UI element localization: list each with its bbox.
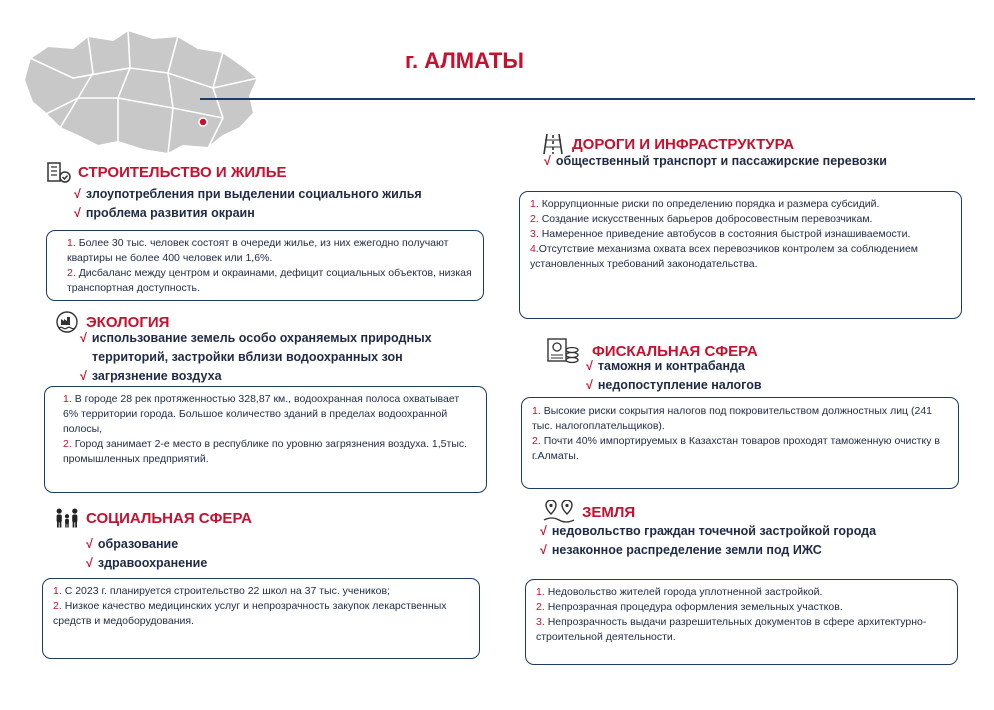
section-ecology-box <box>44 386 487 493</box>
item-number: 1. <box>532 405 541 417</box>
check-icon: √ <box>80 331 87 345</box>
section-fiscal-title: ФИСКАЛЬНАЯ СФЕРА <box>592 342 758 360</box>
item-number: 2. <box>530 213 539 225</box>
item-number: 1. <box>536 586 545 598</box>
section-fiscal-bullets <box>586 357 762 395</box>
item-number: 2. <box>532 435 541 447</box>
check-icon: √ <box>586 378 593 392</box>
kazakhstan-map <box>18 18 268 158</box>
item-number: 1. <box>53 585 62 597</box>
money-coins-icon <box>546 336 580 366</box>
item-number: 1. <box>530 198 539 210</box>
item-text: Намеренное приведение автобусов в состояния быстрой изнашиваемости. <box>541 228 911 240</box>
bullet-text: здравоохранение <box>97 556 208 570</box>
section-social-box <box>42 578 480 659</box>
section-land-title: ЗЕМЛЯ <box>582 503 636 521</box>
section-roads-bullets <box>544 152 887 171</box>
item-number: 2. <box>53 600 62 612</box>
item-text: Более 30 тыс. человек состоят в очереди жилье, из них ежегодно получают квартиры не более 400 человек или 1,6%. <box>67 237 449 264</box>
bullet-text: использование земель особо охраняемых природных территорий, застройки вблизи водоохранных зон <box>91 331 432 364</box>
item-text: Недовольство жителей города уплотненной застройкой. <box>547 586 823 598</box>
item-text: Высокие риски сокрытия налогов под покровительством должностных лиц (241 тыс. налогоплательщиков). <box>532 405 933 432</box>
land-location-icon <box>542 500 576 524</box>
bullet-text: проблема развития окраин <box>85 206 255 220</box>
item-text: С 2023 г. планируется строительство 22 школ на 37 тыс. учеников; <box>64 585 390 597</box>
bullet-text: недопоступление налогов <box>597 378 762 392</box>
item-number: 1. <box>63 393 72 405</box>
item-text: Почти 40% импортируемых в Казахстан товаров проходят таможенную очистку в г.Алматы. <box>532 435 940 462</box>
section-social-bullets <box>86 535 207 573</box>
item-number: 3. <box>530 228 539 240</box>
bullet-text: таможня и контрабанда <box>597 359 745 373</box>
bullet-text: незаконное распределение земли под ИЖС <box>551 543 822 557</box>
item-number: 3. <box>536 616 545 628</box>
check-icon: √ <box>74 187 81 201</box>
factory-water-icon <box>54 310 80 334</box>
check-icon: √ <box>540 524 547 538</box>
item-text: Дисбаланс между центром и окраинами, дефицит социальных объектов, низкая транспортная доступность. <box>67 267 472 294</box>
bullet-text: образование <box>97 537 179 551</box>
item-text: Коррупционные риски по определению порядка и размера субсидий. <box>541 198 880 210</box>
family-icon <box>54 506 80 530</box>
check-icon: √ <box>540 543 547 557</box>
item-text: Непрозрачность выдачи разрешительных документов в сфере архитектурно-строительной деятельности. <box>536 616 927 643</box>
section-construction-bullets <box>74 185 422 223</box>
item-number: 2. <box>536 601 545 613</box>
item-text: Низкое качество медицинских услуг и непрозрачность закупок лекарственных средств и медоборудования. <box>53 600 447 627</box>
building-check-icon <box>46 160 72 184</box>
check-icon: √ <box>586 359 593 373</box>
item-text: Непрозрачная процедура оформления земельных участков. <box>547 601 843 613</box>
check-icon: √ <box>80 369 87 383</box>
section-roads-box <box>519 191 962 319</box>
section-social-heading <box>54 506 252 530</box>
item-number: 1. <box>67 237 76 249</box>
section-social-title: СОЦИАЛЬНАЯ СФЕРА <box>86 509 252 527</box>
check-icon: √ <box>544 154 551 168</box>
section-construction-box <box>46 230 484 301</box>
section-land-box <box>525 579 958 665</box>
section-roads-title: ДОРОГИ И ИНФРАСТРУКТУРА <box>572 135 795 153</box>
section-land-heading <box>542 500 635 524</box>
item-text: Отсутствие механизма охвата всех перевозчиков контролем за соблюдением установленных требований законодательства. <box>530 243 919 270</box>
item-text: Создание искусственных барьеров добросовестным перевозчикам. <box>541 213 873 225</box>
section-fiscal-box <box>521 397 959 489</box>
item-text: В городе 28 рек протяженностью 328,87 км., водоохранная полоса охватывает 6% территории города. Большое количество зданий в пределах водоохранной полосы, <box>63 393 460 435</box>
section-ecology-bullets <box>80 329 460 386</box>
bullet-text: недовольство граждан точечной застройкой города <box>551 524 877 538</box>
title-divider <box>200 98 975 100</box>
section-ecology-title: ЭКОЛОГИЯ <box>86 313 170 331</box>
item-number: 2. <box>67 267 76 279</box>
bullet-text: общественный транспорт и пассажирские перевозки <box>555 154 887 168</box>
check-icon: √ <box>86 556 93 570</box>
section-land-bullets <box>540 522 876 560</box>
check-icon: √ <box>74 206 81 220</box>
section-construction-heading <box>46 160 287 184</box>
item-number: 4. <box>530 243 539 255</box>
section-construction-title: СТРОИТЕЛЬСТВО И ЖИЛЬЕ <box>78 163 287 181</box>
bullet-text: загрязнение воздуха <box>91 369 222 383</box>
bullet-text: злоупотребления при выделении социального жилья <box>85 187 422 201</box>
item-text: Город занимает 2-е место в республике по уровню загрязнения воздуха. 1,5тыс. промышленных предприятий. <box>63 438 468 465</box>
check-icon: √ <box>86 537 93 551</box>
page-title: г. АЛМАТЫ <box>405 48 524 73</box>
item-number: 2. <box>63 438 72 450</box>
